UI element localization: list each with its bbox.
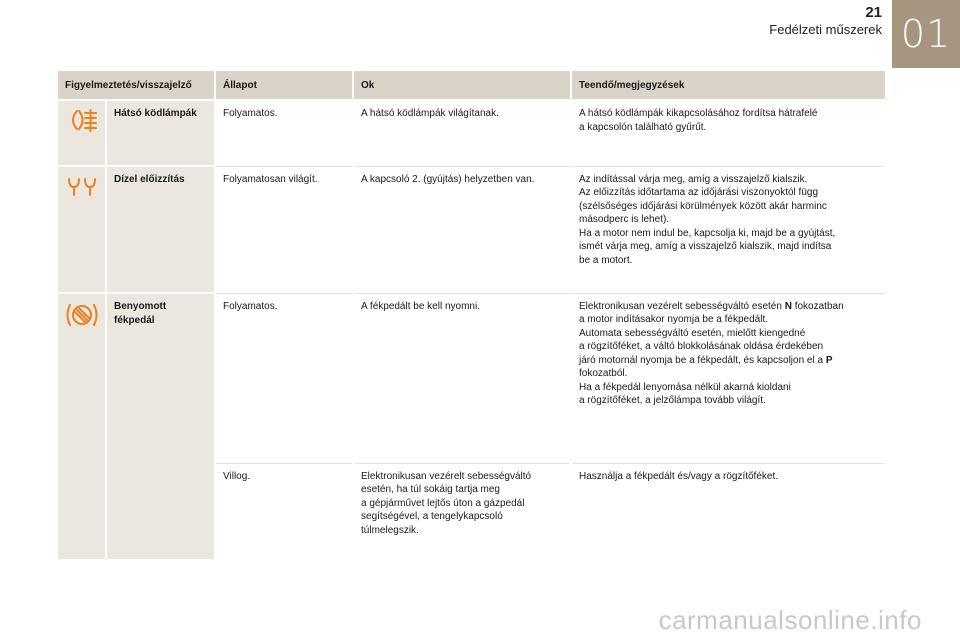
- icon-cell: [58, 100, 106, 166]
- rear-fog-lamp-icon: [65, 107, 99, 138]
- brake-pedal-icon: [64, 300, 100, 335]
- section-title: Fedélzeti műszerek: [769, 22, 882, 37]
- action-cell: A hátsó ködlámpák kikapcsolásához fordítsa hátrafelé a kapcsolón található gyűrűt.: [571, 100, 885, 166]
- warning-name: Dízel előizzítás: [106, 166, 215, 293]
- warning-lights-table: [58, 71, 885, 559]
- warning-name: Hátsó ködlámpák: [106, 100, 215, 166]
- cause-cell: Elektronikusan vezérelt sebességváltó esetén, ha túl sokáig tartja meg a gépjárművet lejtős úton a gázpedál segítségével, a tengelykapcsoló túlmelegszik.: [353, 463, 571, 559]
- watermark: carmanualsonline.info: [658, 605, 922, 635]
- column-header-warning: Figyelmeztetés/visszajelző: [58, 71, 215, 100]
- cause-cell: A kapcsoló 2. (gyújtás) helyzetben van.: [353, 166, 571, 293]
- chapter-tab: [892, 0, 960, 68]
- cause-cell: A fékpedált be kell nyomni.: [353, 293, 571, 463]
- diesel-preheat-icon: [65, 173, 99, 204]
- state-cell: Folyamatos.: [215, 100, 353, 166]
- column-header-state: Állapot: [215, 71, 353, 100]
- action-cell: Használja a fékpedált és/vagy a rögzítőféket.: [571, 463, 885, 559]
- action-cell: Az indítással várja meg, amíg a visszajelző kialszik. Az előizzítás időtartama az időjárási viszonyoktól függ (szélsőséges időjárási körülmények között akár harminc másodperc is lehet). Ha a motor nem indul be, kapcsolja ki, majd be a gyújtást, ismét várja meg, amíg a visszajelző kialszik, majd indítsa be a motort.: [571, 166, 885, 293]
- table-row: [58, 293, 885, 463]
- table-row: [58, 166, 885, 293]
- state-cell: Folyamatosan világít.: [215, 166, 353, 293]
- column-header-action: Teendő/megjegyzések: [571, 71, 885, 100]
- cause-cell: A hátsó ködlámpák világítanak.: [353, 100, 571, 166]
- state-cell: Folyamatos.: [215, 293, 353, 463]
- table-row: [58, 100, 885, 166]
- table-header-row: [58, 71, 885, 100]
- icon-cell: [58, 166, 106, 293]
- state-cell: Villog.: [215, 463, 353, 559]
- chapter-number: 01: [900, 12, 952, 56]
- column-header-cause: Ok: [353, 71, 571, 100]
- icon-cell: [58, 293, 106, 559]
- warning-name: Benyomott fékpedál: [106, 293, 215, 559]
- action-cell: Elektronikusan vezérelt sebességváltó esetén N fokozatban a motor indításakor nyomja be a fékpedált. Automata sebességváltó esetén, mielőtt kiengedné a rögzítőféket, a váltó blokkolásának oldása érdekében járó motornál nyomja be a fékpedált, és kapcsoljon el a P fokozatból. Ha a fékpedál lenyomása nélkül akarná kioldani a rögzítőféket, a jelzőlámpa tovább világít.: [571, 293, 885, 463]
- page-number: 21: [865, 4, 882, 21]
